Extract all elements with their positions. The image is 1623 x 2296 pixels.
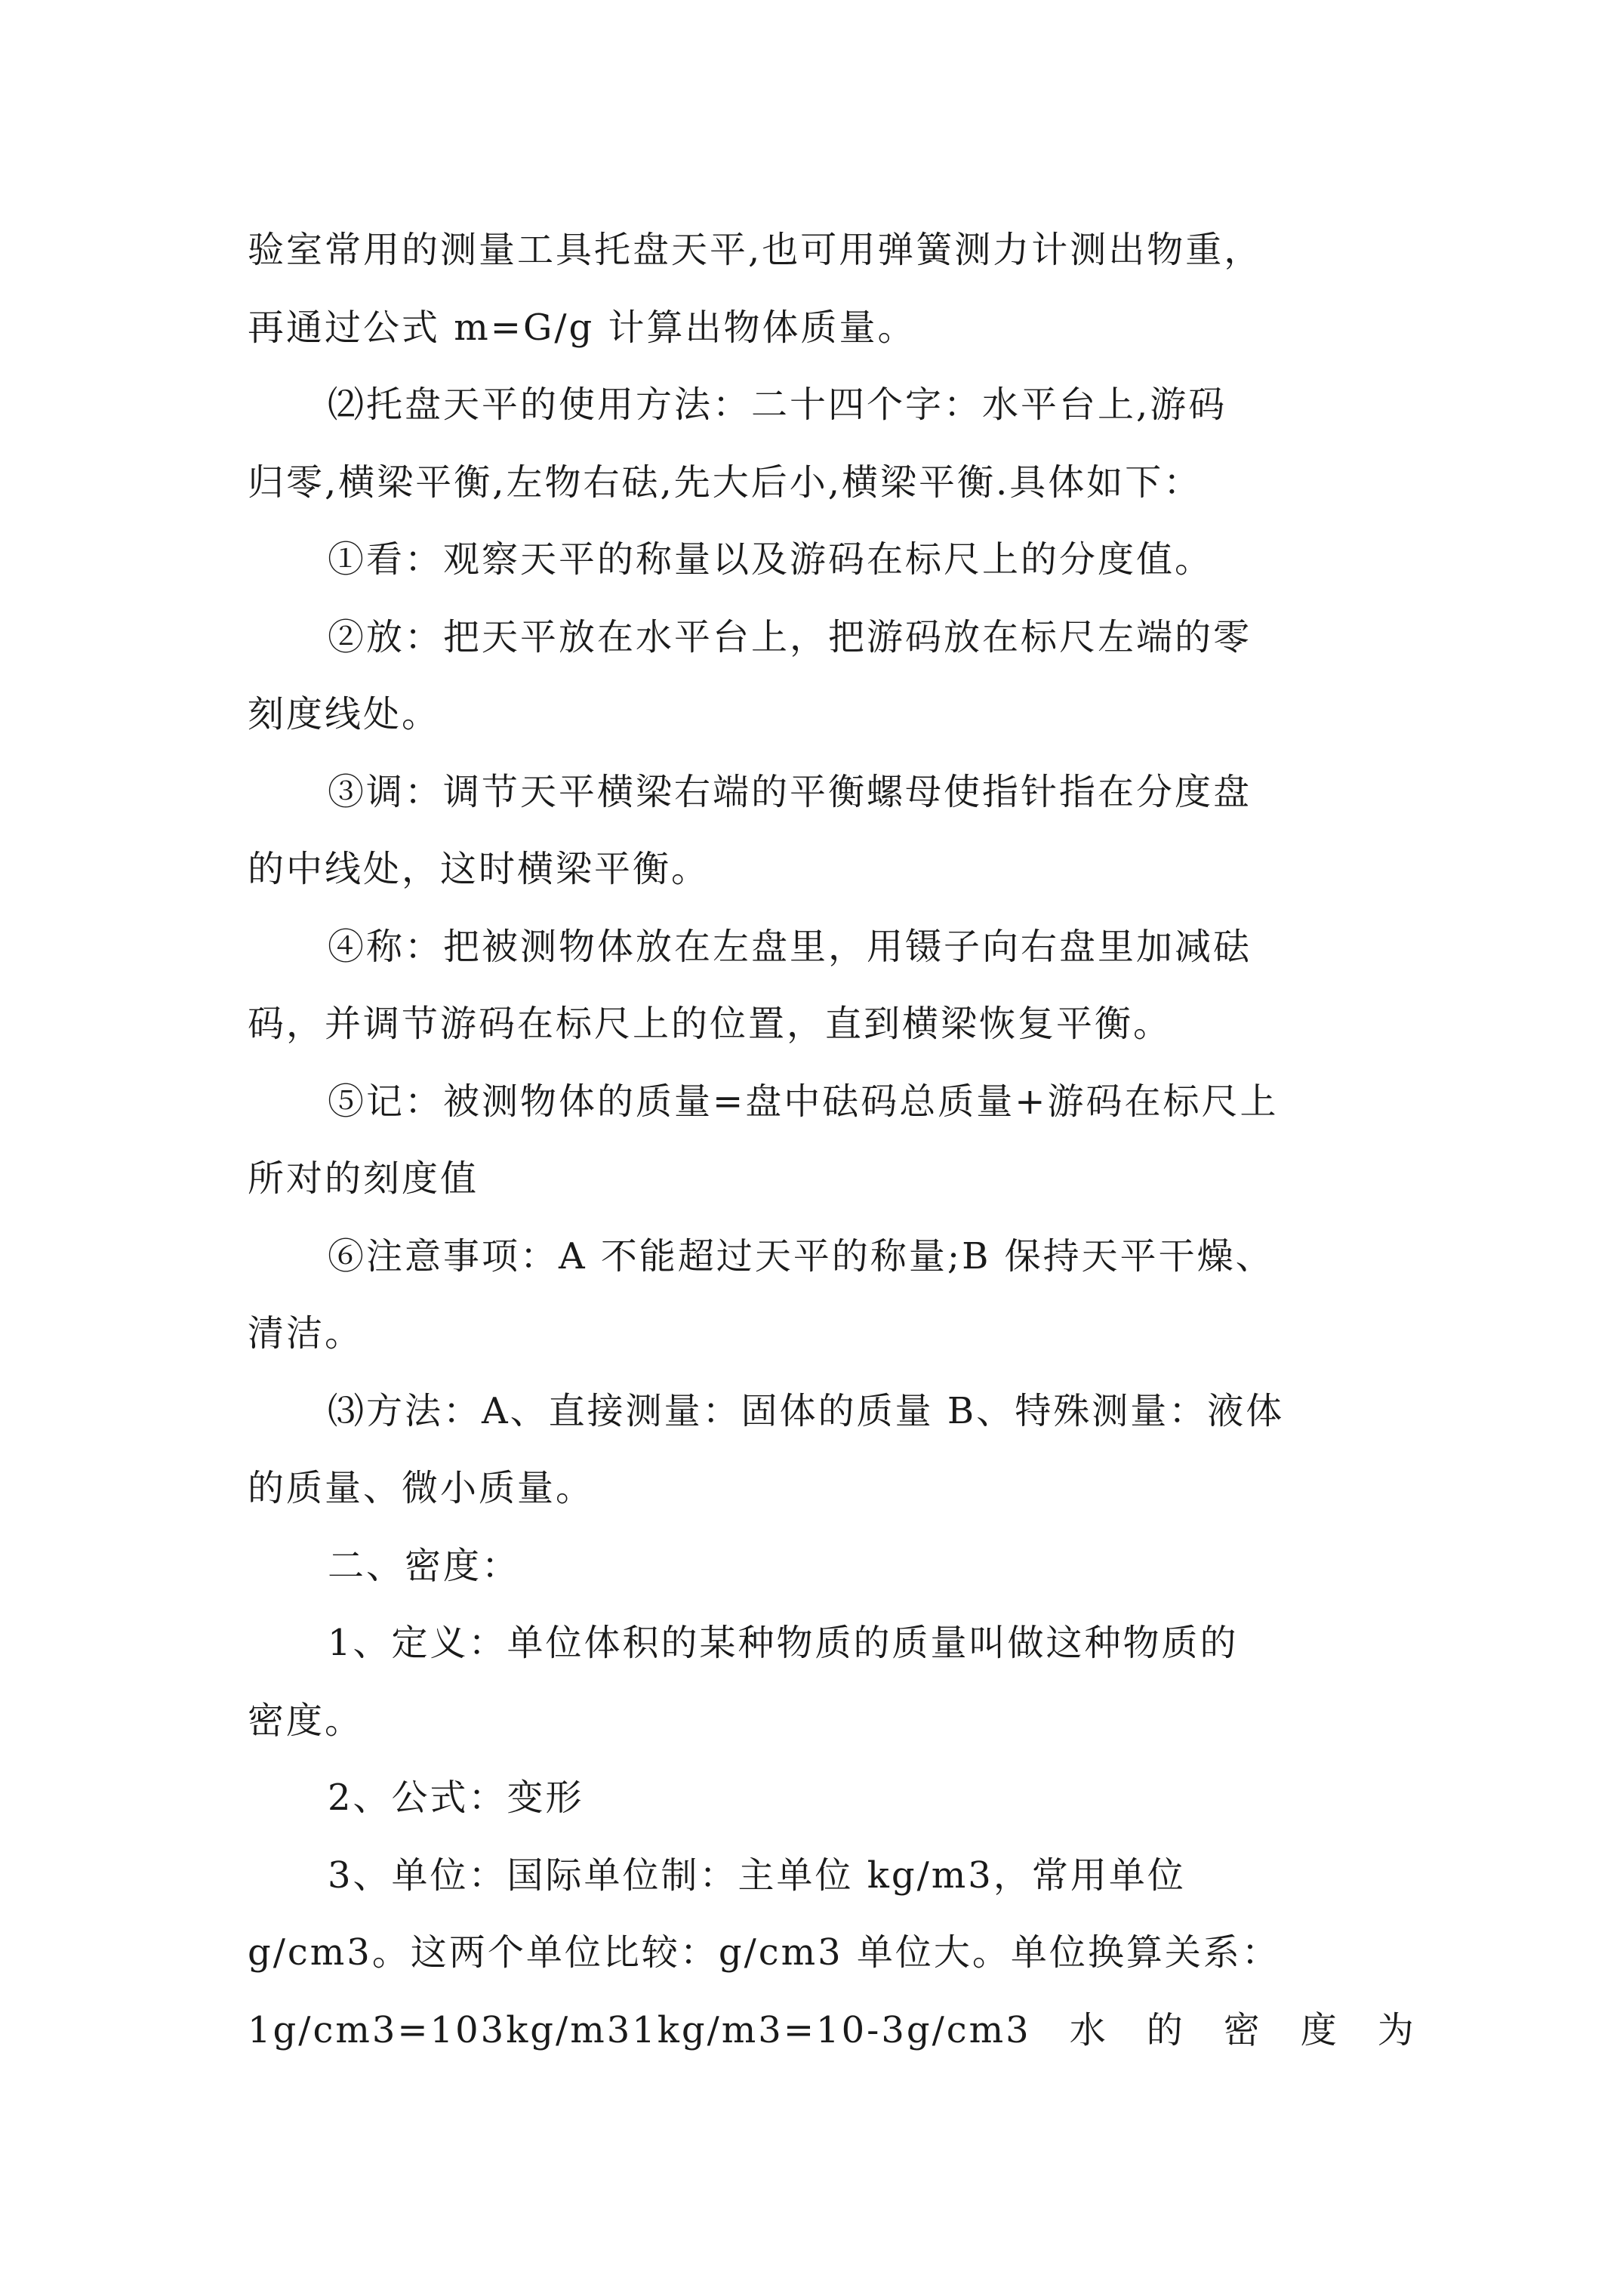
- text-line: 再通过公式 m=G/g 计算出物体质量。: [248, 306, 916, 349]
- text-line: 所对的刻度值: [248, 1157, 479, 1200]
- paragraph-step-adjust: [248, 754, 1380, 908]
- text-line: 的质量、微小质量。: [248, 1467, 595, 1509]
- paragraph-density-units: [248, 1837, 1416, 2069]
- text-line: 刻度线处。: [248, 693, 441, 735]
- paragraph-step-notes: [248, 1218, 1380, 1373]
- document-body: [248, 211, 1416, 2069]
- paragraph-step-record: [248, 1063, 1380, 1218]
- text-line: g/cm3。这两个单位比较：g/cm3 单位大。单位换算关系：: [248, 1931, 1280, 1974]
- text-line: 1、定义：单位体积的某种物质的质量叫做这种物质的: [328, 1622, 1239, 1664]
- text-line: 2、公式：变形: [328, 1777, 584, 1819]
- text-line: 密度。: [248, 1699, 364, 1742]
- paragraph-methods: [248, 1373, 1380, 1527]
- text-line: ⑤记：被测物体的质量=盘中砝码总质量+游码在标尺上: [328, 1080, 1279, 1123]
- text-line: 1g/cm3=103kg/m31kg/m3=10-3g/cm3 水 的 密 度 为: [248, 2008, 1416, 2051]
- paragraph-step-weigh: [248, 908, 1380, 1063]
- text-line: 3、单位：国际单位制：主单位 kg/m3，常用单位: [328, 1854, 1186, 1897]
- text-line: ⑵托盘天平的使用方法：二十四个字：水平台上,游码: [328, 384, 1227, 426]
- paragraph-step-place: [248, 599, 1380, 754]
- paragraph-density-formula: [248, 1759, 1380, 1837]
- text-line: ⑥注意事项：A 不能超过天平的称量;B 保持天平干燥、: [328, 1234, 1274, 1277]
- text-line: ③调：调节天平横梁右端的平衡螺母使指针指在分度盘: [328, 770, 1252, 813]
- paragraph-step-look: [248, 521, 1380, 599]
- text-line: ②放：把天平放在水平台上，把游码放在标尺左端的零: [328, 615, 1252, 658]
- text-line: ①看：观察天平的称量以及游码在标尺上的分度值。: [328, 538, 1214, 581]
- text-line: 码，并调节游码在标尺上的位置，直到横梁恢复平衡。: [248, 1003, 1172, 1045]
- paragraph-balance-method: [248, 366, 1380, 521]
- paragraph-density-definition: [248, 1604, 1380, 1759]
- text-line: 验室常用的测量工具托盘天平,也可用弹簧测力计测出物重，: [248, 229, 1263, 271]
- text-line: 的中线处，这时横梁平衡。: [248, 848, 710, 890]
- text-line: ④称：把被测物体放在左盘里，用镊子向右盘里加减砝: [328, 925, 1252, 968]
- text-line: 归零,横梁平衡,左物右砝,先大后小,横梁平衡.具体如下：: [248, 461, 1203, 504]
- paragraph-section-density: [248, 1527, 1380, 1605]
- paragraph-intro: [248, 211, 1380, 366]
- text-line: 二、密度：: [328, 1544, 521, 1587]
- text-line: ⑶方法：A、直接测量：固体的质量 B、特殊测量：液体: [328, 1389, 1285, 1432]
- text-line: 清洁。: [248, 1312, 364, 1354]
